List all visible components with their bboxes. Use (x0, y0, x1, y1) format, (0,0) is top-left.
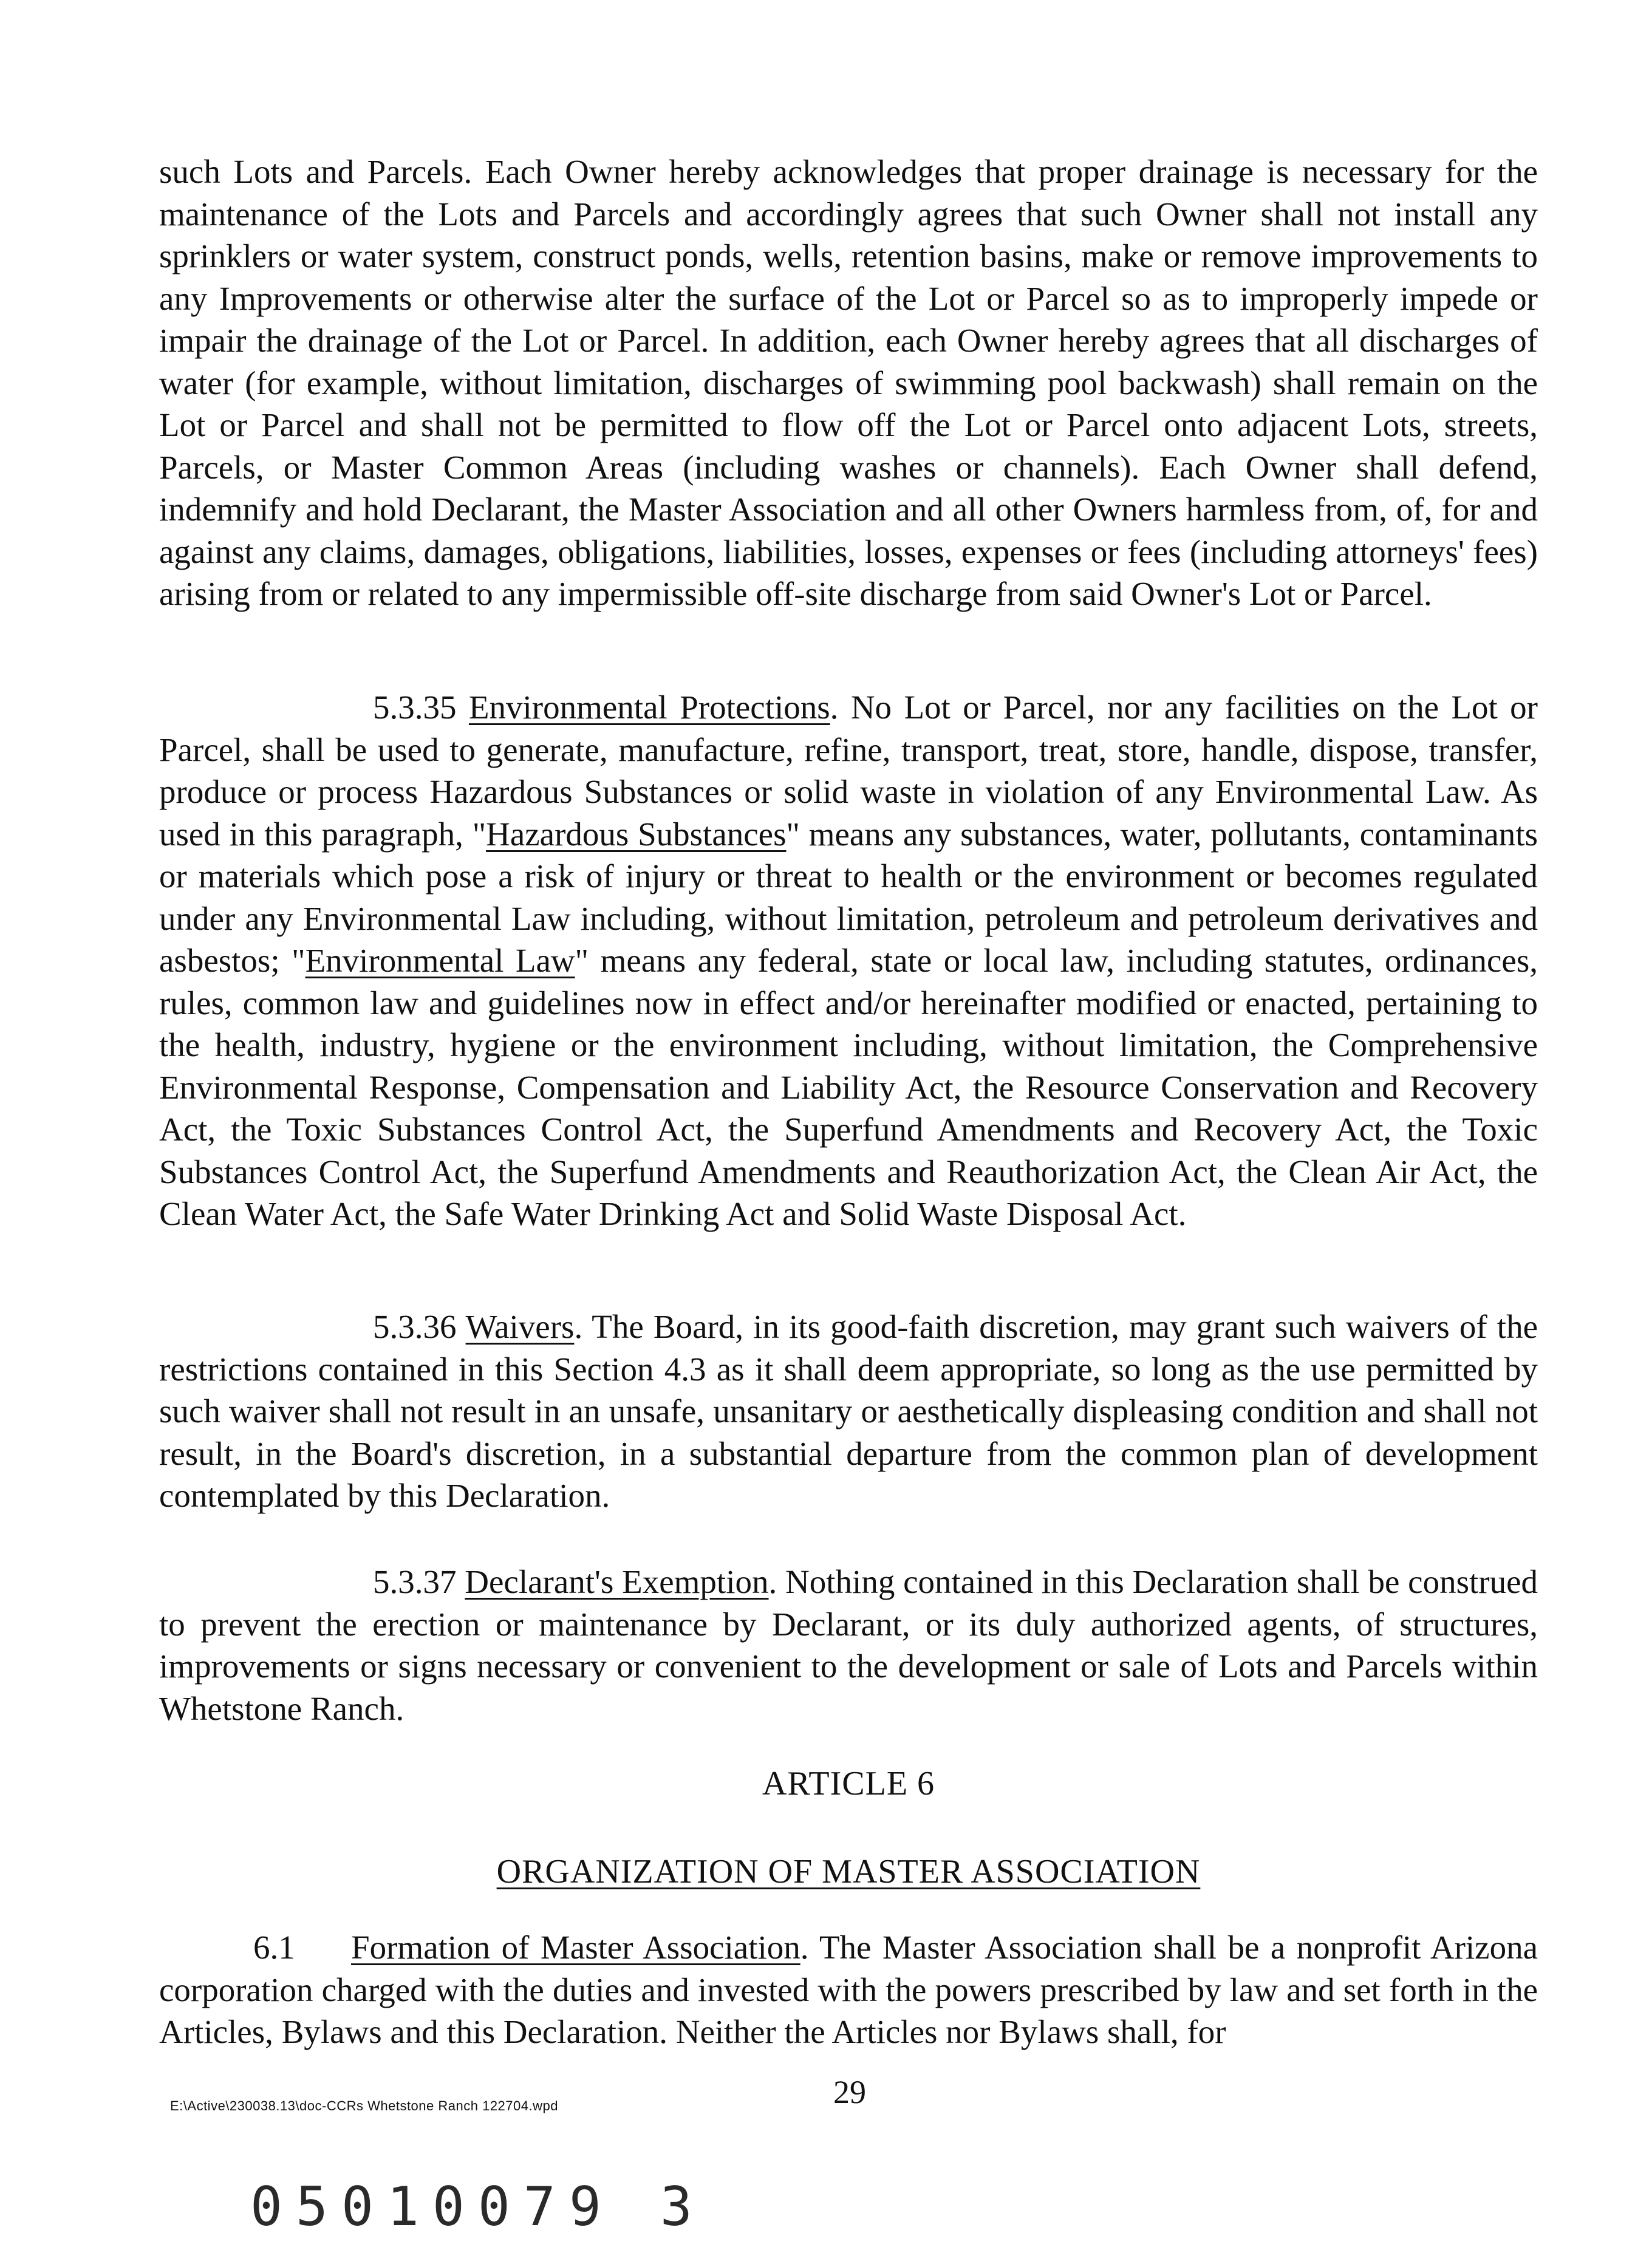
section-title: Environmental Protections (468, 689, 830, 726)
page-number: 29 (833, 2074, 866, 2110)
section-title: Formation of Master Association (351, 1929, 800, 1966)
paragraph-5-3-37 (159, 1561, 1538, 1730)
paragraph-text: . The Board, in its good-faith discretion, may grant such waivers of the restrictions contained in this Section 4.3 as it shall deem appropriate, so long as the use permitted by such waiver shall not result in an unsafe, unsanitary or aesthetically displeasing condition and shall not result, in the Board's discretion, in a substantial departure from the common plan of development contemplated by this Declaration. (159, 1308, 1538, 1514)
article-title-text: ORGANIZATION OF MASTER ASSOCIATION (496, 1853, 1201, 1891)
footer-file-path: E:\Active\230038.13\doc-CCRs Whetstone Ranch 122704.wpd (170, 2098, 558, 2113)
paragraph-text: . No Lot or Parcel, nor any facilities on the Lot or Parcel, shall be used to generate, manufacture, refine, transport, treat, store, handle, dispose, transfer, produce or process Hazardous Substances or solid waste in violation of any Environmental Law. As used in this paragraph, " (159, 689, 1538, 853)
section-number: 5.3.36 (373, 1308, 457, 1345)
paragraph-6-1 (159, 1926, 1538, 2053)
paragraph-5-3-36 (159, 1306, 1538, 1517)
defined-term-environmental-law: Environmental Law (305, 942, 575, 979)
section-number: 6.1 (253, 1929, 295, 1966)
paragraph-text: " means any federal, state or local law, including statutes, ordinances, rules, common law and guidelines now in effect and/or hereinafter modified or enacted, pertaining to the health, industry, hygiene or the environment including, without limitation, the Comprehensive Environmental Response, Compensation and Liability Act, the Resource Conservation and Recovery Act, the Toxic Substances Control Act, the Superfund Amendments and Recovery Act, the Toxic Substances Control Act, the Superfund Amendments and Reauthorization Act, the Clean Air Act, the Clean Water Act, the Safe Water Drinking Act and Solid Waste Disposal Act. (159, 942, 1538, 1232)
article-heading: ARTICLE 6 (762, 1765, 935, 1802)
section-number: 5.3.37 (373, 1563, 457, 1600)
section-title: Declarant's Exemption (465, 1563, 769, 1600)
paragraph-5-3-35 (159, 686, 1538, 1235)
section-number: 5.3.35 (373, 689, 457, 726)
recording-stamp-number: 05010079 3 (250, 2175, 706, 2238)
paragraph-text: . The Master Association shall be a nonprofit Arizona corporation charged with the duties and invested with the powers prescribed by law and set forth in the Articles, Bylaws and this Declaration. Neither the Articles nor Bylaws shall, for (159, 1929, 1538, 2050)
paragraph-drainage-text: such Lots and Parcels. Each Owner hereby acknowledges that proper drainage is necessary for the maintenance of the Lots and Parcels and accordingly agrees that such Owner shall not install any sprinklers or water system, construct ponds, wells, retention basins, make or remove improvements to any Improvements or otherwise alter the surface of the Lot or Parcel so as to improperly impede or impair the drainage of the Lot or Parcel. In addition, each Owner hereby agrees that all discharges of water (for example, without limitation, discharges of swimming pool backwash) shall remain on the Lot or Parcel and shall not be permitted to flow off the Lot or Parcel onto adjacent Lots, streets, Parcels, or Master Common Areas (including washes or channels). Each Owner shall defend, indemnify and hold Declarant, the Master Association and all other Owners harmless from, of, for and against any claims, damages, obligations, liabilities, losses, expenses or fees (including attorneys' fees) arising from or related to any impermissible off-site discharge from said Owner's Lot or Parcel. (159, 153, 1538, 612)
article-title (159, 1852, 1538, 1891)
paragraph-drainage (159, 151, 1538, 615)
paragraph-text: . Nothing contained in this Declaration shall be construed to prevent the erection or maintenance by Declarant, or its duly authorized agents, of structures, improvements or signs necessary or convenient to the development or sale of Lots and Parcels within Whetstone Ranch. (159, 1563, 1538, 1727)
paragraph-text: " means any substances, water, pollutants, contaminants or materials which pose a risk of injury or threat to health or the environment or becomes regulated under any Environmental Law including, without limitation, petroleum and petroleum derivatives and asbestos; " (159, 815, 1538, 979)
section-title: Waivers (465, 1308, 575, 1345)
defined-term-hazardous-substances: Hazardous Substances (486, 815, 787, 853)
